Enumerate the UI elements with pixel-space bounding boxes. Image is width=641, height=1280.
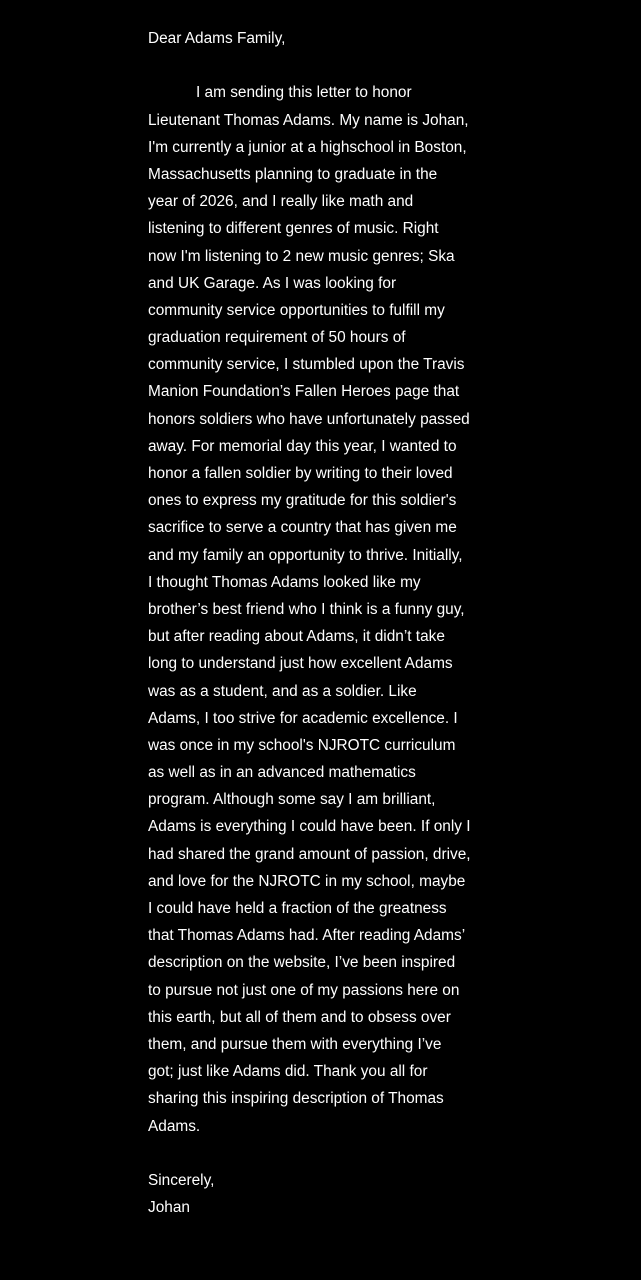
body-line: got; just like Adams did. Thank you all for — [148, 1063, 428, 1081]
body-line: ones to express my gratitude for this soldier's — [148, 492, 457, 510]
body-line: Adams is everything I could have been. If only I — [148, 818, 471, 836]
body-line: that Thomas Adams had. After reading Adams’ — [148, 927, 466, 945]
body-line: I'm currently a junior at a highschool in Boston, — [148, 138, 467, 156]
body-line: away. For memorial day this year, I wanted to — [148, 437, 457, 455]
body-line: description on the website, I’ve been inspired — [148, 954, 456, 972]
body-line: community service opportunities to fulfill my — [148, 301, 445, 319]
body-line: sacrifice to serve a country that has given me — [148, 519, 457, 537]
body-line: was once in my school's NJROTC curriculum — [148, 736, 456, 754]
greeting: Dear Adams Family, — [148, 30, 286, 47]
body-line: long to understand just how excellent Adams — [148, 655, 453, 673]
body-line: this earth, but all of them and to obsess over — [148, 1008, 451, 1026]
signature: Johan — [148, 1199, 190, 1217]
body-line: program. Although some say I am brilliant, — [148, 791, 436, 809]
letter-body — [148, 79, 488, 1139]
body-line: I could have held a fraction of the greatness — [148, 900, 447, 917]
paragraph-gap — [148, 52, 488, 79]
body-line: honors soldiers who have unfortunately passed — [148, 410, 470, 428]
body-line: year of 2026, and I really like math and — [148, 193, 414, 211]
body-line: had shared the grand amount of passion, drive, — [148, 845, 471, 863]
body-line: and UK Garage. As I was looking for — [148, 274, 397, 292]
body-line: I thought Thomas Adams looked like my — [148, 573, 421, 591]
body-line: and my family an opportunity to thrive. Initially, — [148, 546, 463, 564]
closing: Sincerely, — [148, 1171, 215, 1189]
body-line: community service, I stumbled upon the Travis — [148, 356, 465, 374]
body-line: I am sending this letter to honor — [196, 84, 412, 102]
body-line: was as a student, and as a soldier. Like — [148, 682, 417, 700]
body-line: listening to different genres of music. Right — [148, 220, 439, 238]
body-line: honor a fallen soldier by writing to their loved — [148, 465, 453, 482]
paragraph-gap — [148, 1140, 488, 1167]
body-line: now I'm listening to 2 new music genres; Ska — [148, 247, 455, 265]
body-line: and love for the NJROTC in my school, maybe — [148, 872, 466, 890]
body-line: Massachusetts planning to graduate in the — [148, 165, 438, 183]
body-line: brother’s best friend who I think is a funny guy, — [148, 600, 465, 618]
body-line: sharing this inspiring description of Thomas — [148, 1090, 444, 1108]
body-line: Lieutenant Thomas Adams. My name is Johan, — [148, 111, 469, 129]
body-line: graduation requirement of 50 hours of — [148, 329, 406, 347]
body-line: Adams. — [148, 1117, 201, 1135]
body-line: but after reading about Adams, it didn’t take — [148, 628, 445, 646]
body-line: as well as in an advanced mathematics — [148, 764, 416, 782]
body-line: them, and pursue them with everything I’ve — [148, 1035, 442, 1053]
body-line: Adams, I too strive for academic excellence. I — [148, 709, 458, 727]
letter — [148, 25, 488, 1221]
body-line: to pursue not just one of my passions here on — [148, 981, 460, 999]
body-line: Manion Foundation’s Fallen Heroes page that — [148, 383, 460, 401]
